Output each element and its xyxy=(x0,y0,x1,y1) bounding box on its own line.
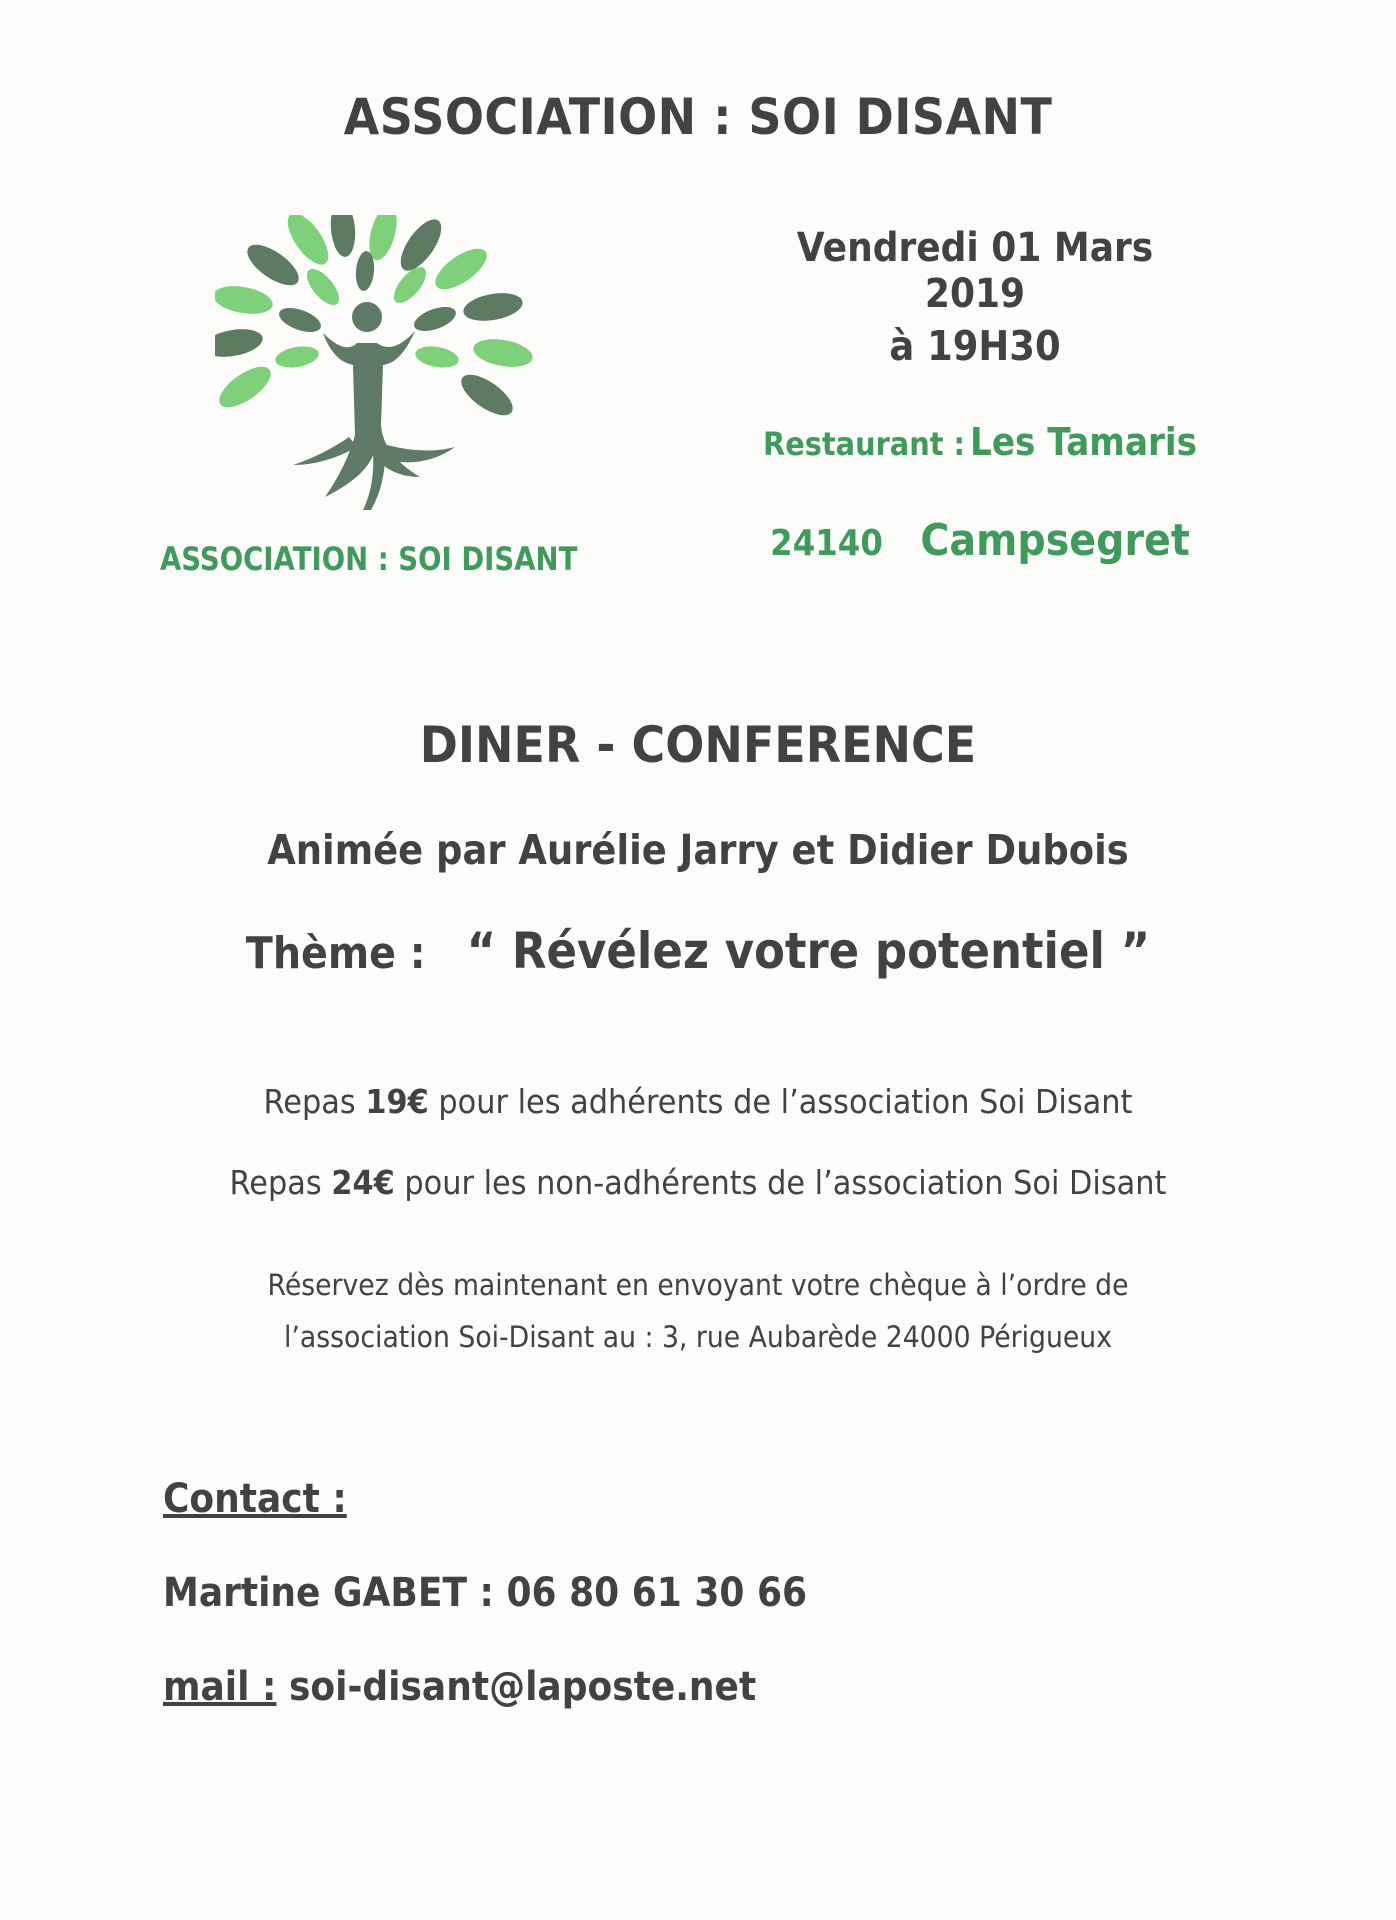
venue-restaurant xyxy=(728,420,1232,464)
mail-label: mail : xyxy=(163,1664,277,1710)
postal-code: 24140 xyxy=(770,523,883,564)
contact-person: Martine GABET : 06 80 61 30 66 xyxy=(163,1570,808,1616)
person-trunk xyxy=(293,302,455,510)
price-amount: 19€ xyxy=(365,1082,429,1121)
page-title: ASSOCIATION : SOI DISANT xyxy=(343,88,1053,146)
price-members xyxy=(56,1082,1340,1121)
reservation-line-2: l’association Soi-Disant au : 3, rue Aubarède 24000 Périgueux xyxy=(283,1320,1112,1354)
price-prefix: Repas xyxy=(229,1163,322,1202)
mail-address[interactable]: soi-disant@laposte.net xyxy=(288,1664,757,1710)
venue-city xyxy=(728,515,1232,566)
event-date: Vendredi 01 Mars 2019 xyxy=(796,225,1154,317)
reservation-line-1: Réservez dès maintenant en envoyant votre chèque à l’ordre de xyxy=(267,1268,1129,1302)
contact-heading: Contact : xyxy=(163,1476,347,1522)
tree-person-icon xyxy=(215,215,545,515)
event-time: à 19H30 xyxy=(889,322,1061,370)
logo-label: ASSOCIATION : SOI DISANT xyxy=(160,540,578,578)
event-theme xyxy=(70,922,1326,980)
price-non-members xyxy=(56,1163,1340,1202)
price-prefix: Repas xyxy=(263,1082,356,1121)
event-hosts: Animée par Aurélie Jarry et Didier Dubois xyxy=(267,826,1129,874)
city-name: Campsegret xyxy=(920,515,1190,566)
price-description: pour les non-adhérents de l’association Soi Disant xyxy=(404,1163,1167,1202)
theme-value: “ Révélez votre potentiel ” xyxy=(466,922,1151,980)
contact-mail xyxy=(163,1664,756,1710)
restaurant-label: Restaurant : xyxy=(763,425,966,463)
price-amount: 24€ xyxy=(331,1163,395,1202)
theme-label: Thème : xyxy=(245,928,426,979)
price-description: pour les adhérents de l’association Soi Disant xyxy=(438,1082,1133,1121)
restaurant-name: Les Tamaris xyxy=(970,420,1197,464)
event-type-heading: DINER - CONFERENCE xyxy=(419,716,977,774)
